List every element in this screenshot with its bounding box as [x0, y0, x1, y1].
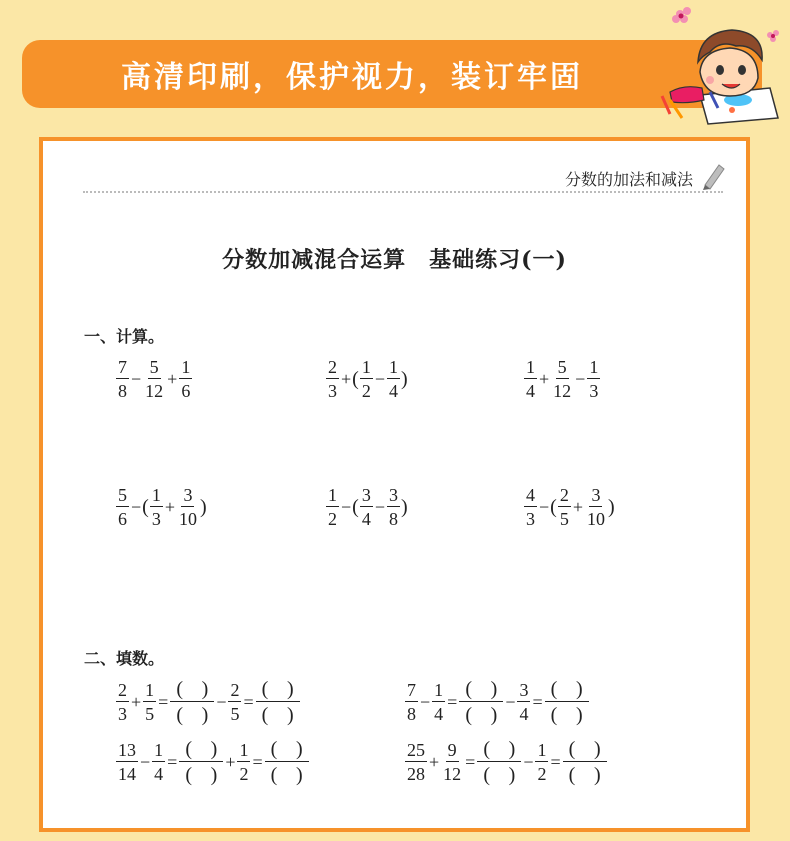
- fraction: [326, 486, 339, 528]
- denominator: 3: [589, 381, 599, 401]
- denominator: 6: [181, 381, 191, 401]
- numerator: 9: [447, 740, 457, 760]
- numerator: 5: [118, 485, 127, 505]
- answer-blank[interactable]: [459, 679, 503, 725]
- operator: +: [429, 751, 440, 772]
- answer-blank[interactable]: [563, 739, 607, 785]
- numerator: 4: [526, 485, 535, 505]
- numerator: 3: [183, 485, 193, 505]
- section-calculate-label: 一、计算。: [84, 327, 165, 346]
- numerator: 7: [407, 680, 416, 700]
- worksheet-title: 分数加减混合运算 基础练习(一): [222, 247, 567, 273]
- fraction: [116, 681, 129, 723]
- kid-drawing-illustration: [640, 0, 790, 125]
- right-paren: ): [201, 678, 209, 700]
- left-paren: (: [550, 704, 558, 726]
- calc-problem: [115, 486, 207, 528]
- denominator: 2: [328, 509, 337, 529]
- operator: −: [505, 691, 516, 712]
- equals-sign: =: [243, 691, 254, 712]
- fraction: [116, 358, 129, 400]
- calc-problem: [523, 486, 615, 528]
- left-paren: (: [176, 678, 183, 700]
- operator: +: [164, 496, 175, 517]
- fraction: [143, 358, 165, 400]
- left-paren: (: [465, 678, 472, 700]
- topic-header: [83, 163, 723, 193]
- denominator: 4: [388, 381, 398, 401]
- calc-problem: [325, 486, 408, 528]
- answer-blank[interactable]: [170, 679, 214, 725]
- equals-sign: =: [532, 691, 543, 712]
- right-paren: ): [490, 678, 498, 700]
- numerator: 1: [361, 357, 371, 377]
- left-paren: (: [185, 738, 192, 760]
- left-paren: (: [185, 764, 192, 786]
- operator: −: [131, 368, 142, 389]
- numerator: 25: [407, 740, 425, 760]
- denominator: 5: [230, 704, 240, 724]
- fraction: [441, 741, 463, 783]
- fraction: [360, 486, 373, 528]
- left-paren: (: [352, 495, 359, 518]
- denominator: 4: [361, 509, 371, 529]
- denominator: 4: [434, 704, 444, 724]
- denominator: 10: [586, 509, 605, 529]
- equals-sign: =: [465, 751, 476, 772]
- numerator: 5: [557, 357, 567, 377]
- left-paren: (: [176, 704, 183, 726]
- pencil-icon: [699, 161, 725, 191]
- calc-problem: [325, 358, 408, 400]
- numerator: 2: [118, 680, 127, 700]
- left-paren: (: [270, 738, 278, 760]
- numerator: 3: [591, 485, 601, 505]
- operator: −: [523, 751, 534, 772]
- left-paren: (: [483, 764, 490, 786]
- left-paren: (: [142, 495, 149, 518]
- right-paren: ): [593, 764, 601, 786]
- right-paren: ): [210, 738, 218, 760]
- fraction: [585, 486, 607, 528]
- operator: +: [225, 751, 236, 772]
- left-paren: (: [270, 764, 278, 786]
- denominator: 12: [553, 381, 572, 401]
- fraction: [432, 681, 445, 723]
- fraction: [326, 358, 339, 400]
- fraction: [228, 681, 241, 723]
- denominator: 2: [537, 764, 547, 784]
- fraction: [517, 681, 530, 723]
- left-paren: (: [261, 704, 269, 726]
- denominator: 2: [239, 764, 249, 784]
- numerator: 1: [589, 357, 599, 377]
- left-paren: (: [550, 495, 557, 518]
- fill-problem: [404, 739, 608, 785]
- right-paren: ): [199, 495, 207, 518]
- answer-blank[interactable]: [545, 679, 589, 725]
- answer-blank[interactable]: [179, 739, 223, 785]
- equals-sign: =: [550, 751, 561, 772]
- fraction: [558, 486, 571, 528]
- right-paren: ): [295, 764, 303, 786]
- operator: −: [420, 691, 431, 712]
- answer-blank[interactable]: [256, 679, 300, 725]
- operator: −: [131, 496, 142, 517]
- denominator: 10: [178, 509, 197, 529]
- fraction: [116, 741, 138, 783]
- left-paren: (: [568, 738, 576, 760]
- operator: −: [216, 691, 227, 712]
- numerator: 2: [559, 485, 569, 505]
- right-paren: ): [575, 678, 583, 700]
- fraction: [177, 486, 199, 528]
- numerator: 1: [328, 485, 337, 505]
- denominator: 12: [145, 381, 164, 401]
- operator: +: [341, 368, 352, 389]
- answer-blank[interactable]: [265, 739, 309, 785]
- denominator: 3: [526, 509, 535, 529]
- denominator: 4: [154, 764, 164, 784]
- numerator: 1: [154, 740, 164, 760]
- denominator: 28: [407, 764, 425, 784]
- fill-problem: [115, 679, 301, 725]
- numerator: 1: [537, 740, 547, 760]
- right-paren: ): [508, 738, 516, 760]
- numerator: 1: [145, 680, 155, 700]
- numerator: 1: [526, 357, 535, 377]
- numerator: 1: [181, 357, 191, 377]
- operator: +: [167, 368, 178, 389]
- flower-icon: [672, 7, 691, 23]
- operator: −: [341, 496, 352, 517]
- numerator: 13: [118, 740, 136, 760]
- fraction: [535, 741, 548, 783]
- fraction: [405, 741, 427, 783]
- operator: −: [140, 751, 151, 772]
- fraction: [524, 486, 537, 528]
- denominator: 5: [145, 704, 155, 724]
- right-paren: ): [210, 764, 218, 786]
- denominator: 8: [407, 704, 416, 724]
- numerator: 5: [149, 357, 159, 377]
- equals-sign: =: [447, 691, 458, 712]
- denominator: 12: [443, 764, 462, 784]
- fraction: [116, 486, 129, 528]
- denominator: 3: [151, 509, 161, 529]
- answer-blank[interactable]: [477, 739, 521, 785]
- numerator: 1: [239, 740, 249, 760]
- flower-icon: [767, 30, 779, 42]
- operator: −: [539, 496, 550, 517]
- right-paren: ): [400, 367, 408, 390]
- fraction: [387, 358, 400, 400]
- numerator: 1: [388, 357, 398, 377]
- right-paren: ): [295, 738, 303, 760]
- worksheet: [39, 137, 750, 832]
- denominator: 6: [118, 509, 127, 529]
- calc-problem: [523, 358, 601, 400]
- right-paren: ): [400, 495, 408, 518]
- numerator: 1: [434, 680, 444, 700]
- fraction: [179, 358, 192, 400]
- section-fill-label: 二、填数。: [84, 649, 165, 668]
- left-paren: (: [352, 367, 359, 390]
- left-paren: (: [483, 738, 490, 760]
- numerator: 3: [519, 680, 529, 700]
- numerator: 7: [118, 357, 127, 377]
- fraction: [405, 681, 418, 723]
- fill-problem: [404, 679, 590, 725]
- left-paren: (: [568, 764, 576, 786]
- right-paren: ): [286, 704, 294, 726]
- numerator: 3: [388, 485, 398, 505]
- right-paren: ): [201, 704, 209, 726]
- right-paren: ): [286, 678, 294, 700]
- equals-sign: =: [158, 691, 169, 712]
- left-paren: (: [261, 678, 269, 700]
- operator: −: [374, 496, 385, 517]
- denominator: 3: [328, 381, 337, 401]
- equals-sign: =: [252, 751, 263, 772]
- fraction: [360, 358, 373, 400]
- denominator: 14: [118, 764, 136, 784]
- denominator: 2: [361, 381, 371, 401]
- equals-sign: =: [167, 751, 178, 772]
- numerator: 2: [230, 680, 240, 700]
- numerator: 1: [151, 485, 161, 505]
- denominator: 4: [519, 704, 529, 724]
- numerator: 2: [328, 357, 337, 377]
- right-paren: ): [508, 764, 516, 786]
- denominator: 3: [118, 704, 127, 724]
- fraction: [143, 681, 156, 723]
- fraction: [237, 741, 250, 783]
- operator: +: [572, 496, 583, 517]
- fraction: [524, 358, 537, 400]
- topic-label: 分数的加法和减法: [564, 170, 693, 189]
- fill-problem: [115, 739, 310, 785]
- right-paren: ): [575, 704, 583, 726]
- right-paren: ): [607, 495, 615, 518]
- operator: −: [374, 368, 385, 389]
- fraction: [587, 358, 600, 400]
- fraction: [152, 741, 165, 783]
- denominator: 5: [559, 509, 569, 529]
- left-paren: (: [465, 704, 472, 726]
- left-paren: (: [550, 678, 558, 700]
- calc-problem: [115, 358, 193, 400]
- banner-text: 高清印刷，保护视力，装订牢固: [121, 60, 583, 95]
- denominator: 4: [526, 381, 535, 401]
- operator: +: [131, 691, 142, 712]
- operator: −: [575, 368, 586, 389]
- denominator: 8: [118, 381, 127, 401]
- fraction: [387, 486, 400, 528]
- numerator: 3: [361, 485, 371, 505]
- denominator: 8: [388, 509, 398, 529]
- fraction: [551, 358, 573, 400]
- operator: +: [539, 368, 550, 389]
- right-paren: ): [593, 738, 601, 760]
- right-paren: ): [490, 704, 498, 726]
- fraction: [150, 486, 163, 528]
